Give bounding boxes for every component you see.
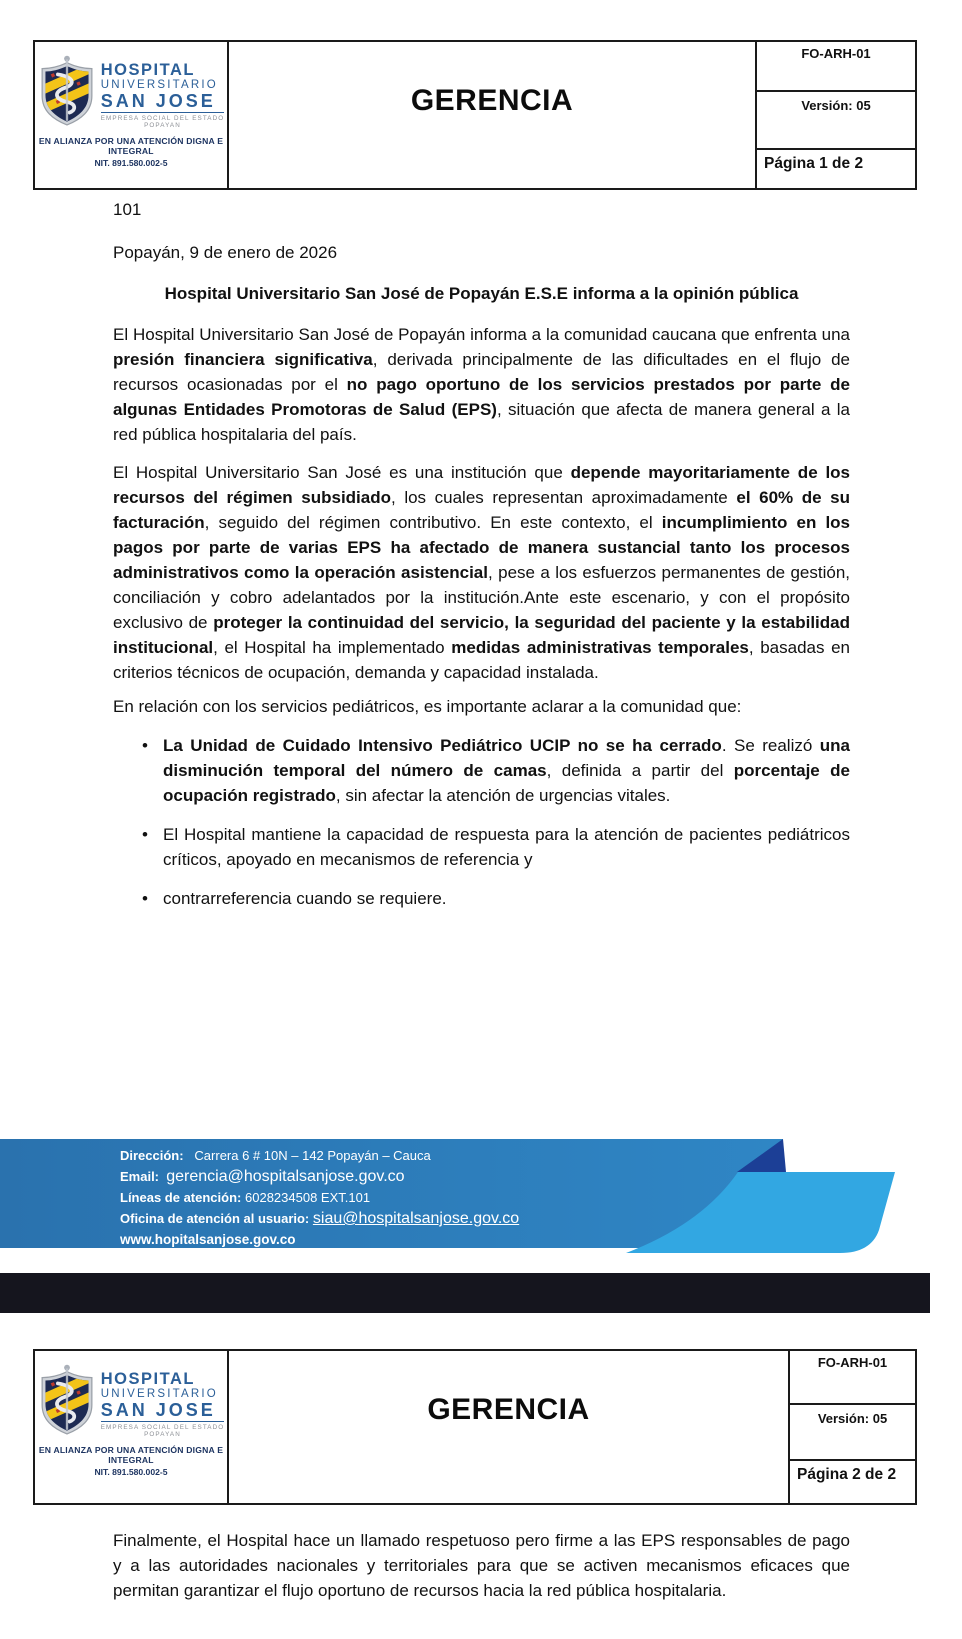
hospital-logo [35,42,229,188]
email-label: Email: [120,1169,160,1184]
siau-email-link[interactable]: siau@hospitalsanjose.gov.co [312,1210,520,1227]
footer-direccion-line [120,1145,519,1166]
email-value: gerencia@hospitalsanjose.gov.co [166,1168,405,1185]
logo-universitario-text: UNIVERSITARIO [100,1388,218,1400]
logo-sanjose-text: SAN JOSE [101,92,225,113]
page-number-page2: Página 2 de 2 [797,1466,897,1483]
footer-email-line [120,1166,519,1187]
page1-meta-cell [755,42,915,188]
bullet-item-capacidad: • El Hospital mantiene la capacidad de respuesta para la atención de pacientes pediátricos críticos, apoyado en mecanismos de referencia y [113,822,850,872]
oficina-label: Oficina de atención al usuario: [120,1211,310,1226]
closing-paragraph: Finalmente, el Hospital hace un llamado respetuoso pero firme a las EPS responsables de pago y a las autoridades nacionales y territoriales para que se activen mecanismos eficaces que permitan garantizar el flujo oportuno de recursos hacia la red pública hospitalaria. [113,1531,850,1600]
logo-nit: NIT. 891.580.002-5 [94,1467,168,1477]
hospital-logo-page2 [35,1351,229,1503]
logo-hospital-text: HOSPITAL [100,1370,195,1388]
document-number: 101 [113,200,142,219]
bullet-list [113,733,850,911]
form-code-page2: FO-ARH-01 [790,1351,915,1405]
department-title-page2: GERENCIA [427,1393,590,1426]
logo-nit: NIT. 891.580.002-5 [94,158,168,168]
direccion-label: Dirección: [120,1148,184,1163]
paragraph-2: El Hospital Universitario San José es una institución que depende mayoritariamente de los recursos del régimen subsidiado, los cuales representan aproximadamente el 60% de su facturación, seguido del régimen contributivo. En este contexto, el incumplimiento en los pagos por parte de varias EPS ha afectado de manera sustancial tanto los procesos administrativos como la operación asistencial, pese a los esfuerzos permanentes de gestión, conciliación y cobro adelantados por la institución.Ante este escenario, y con el propósito exclusivo de proteger la continuidad del servicio, la seguridad del paciente y la estabilidad institucional, el Hospital ha implementado medidas administrativas temporales, basadas en criterios técnicos de ocupación, demanda y capacidad instalada. [113,463,851,682]
hospital-shield-icon [38,1363,96,1437]
footer-oficina-line [120,1208,519,1229]
page-separator-bar [0,1273,930,1313]
date-line: Popayán, 9 de enero de 2026 [113,243,338,262]
page1-body [113,197,850,911]
paragraph-3: En relación con los servicios pediátricos, es importante aclarar a la comunidad que: [113,697,742,716]
page2-header-table [33,1349,917,1505]
logo-popayan-text: POPAYAN [144,1431,181,1438]
form-code: FO-ARH-01 [757,42,915,92]
press-title: Hospital Universitario San José de Popayán E.S.E informa a la opinión pública [164,284,799,303]
logo-sanjose-text: SAN JOSE [101,1401,225,1422]
form-version-page2: Versión: 05 [790,1405,915,1461]
lineas-value: 6028234508 EXT.101 [245,1190,371,1205]
logo-tagline: EN ALIANZA POR UNA ATENCIÓN DIGNA E INTEGRAL [38,136,224,156]
footer-lineas-line [120,1187,519,1208]
footer-contact-block [120,1145,519,1250]
paragraph-1: El Hospital Universitario San José de Popayán informa a la comunidad caucana que enfrenta una presión financiera significativa, derivada principalmente de las dificultades en el flujo de recursos ocasionadas por el no pago oportuno de los servicios prestados por parte de algunas Entidades Promotoras de Salud (EPS), situación que afecta de manera general a la red pública hospitalaria del país. [113,325,850,444]
direccion-value: Carrera 6 # 10N – 142 Popayán – Cauca [194,1148,431,1163]
logo-ese-text: EMPRESA SOCIAL DEL ESTADO [100,1424,225,1431]
page1-header-table [33,40,917,190]
logo-popayan-text: POPAYAN [144,122,181,129]
bullet-item-ucip: • La Unidad de Cuidado Intensivo Pediátrico UCIP no se ha cerrado. Se realizó una disminución temporal del número de camas, definida a partir del porcentaje de ocupación registrado, sin afectar la atención de urgencias vitales. [113,733,850,808]
hospital-shield-icon [38,54,96,128]
logo-hospital-text: HOSPITAL [100,61,195,79]
footer-website: www.hopitalsanjose.gov.co [120,1232,296,1247]
logo-tagline: EN ALIANZA POR UNA ATENCIÓN DIGNA E INTEGRAL [38,1445,224,1465]
page-number: Página 1 de 2 [764,155,864,172]
page2-meta-cell [788,1351,915,1503]
logo-ese-text: EMPRESA SOCIAL DEL ESTADO [100,115,225,122]
logo-universitario-text: UNIVERSITARIO [100,79,218,91]
department-title: GERENCIA [410,84,574,117]
form-version: Versión: 05 [757,92,915,150]
lineas-label: Líneas de atención: [120,1190,242,1205]
bullet-item-contrarreferencia: • contrarreferencia cuando se requiere. [113,886,850,911]
